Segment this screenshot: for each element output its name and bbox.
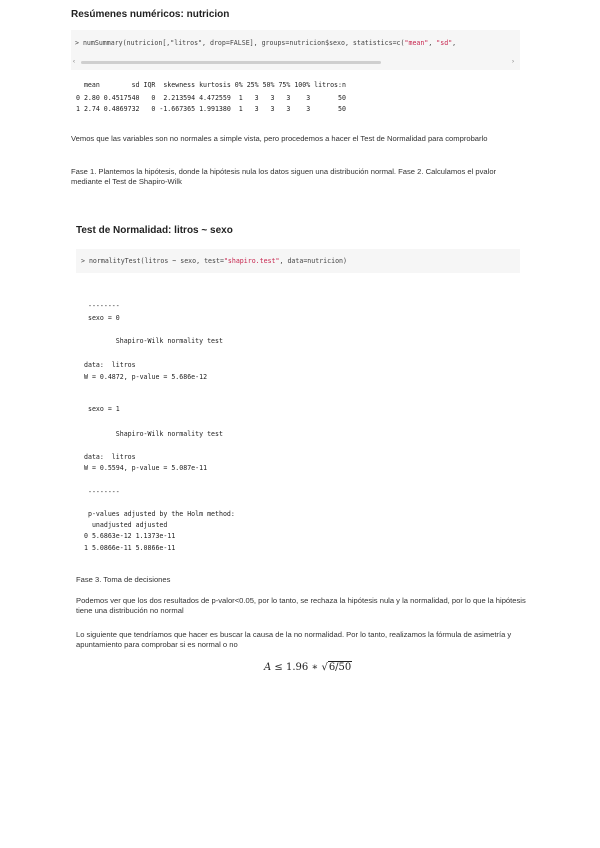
scrollbar-thumb[interactable] <box>81 61 381 64</box>
code-line-normality-test <box>81 258 347 265</box>
formula-radicand: 6/50 <box>328 662 352 673</box>
scroll-left-arrow-icon[interactable]: ‹ <box>73 59 75 65</box>
code-block-normality-test <box>76 249 520 273</box>
output-line: sexo = 1 <box>84 405 120 413</box>
output-line: data: litros <box>84 361 136 369</box>
code-text-suffix: , data=nutricion) <box>279 257 347 265</box>
code-text-end: , <box>452 39 457 47</box>
section-heading-normality-test: Test de Normalidad: litros ~ sexo <box>76 225 233 236</box>
output-line: W = 0.4872, p-value = 5.686e-12 <box>84 373 208 381</box>
skewness-formula <box>264 662 352 673</box>
output-line: -------- <box>84 488 120 496</box>
output-line: sexo = 0 <box>84 314 120 322</box>
code-text-prefix: > normalityTest(litros ~ sexo, test= <box>81 257 224 265</box>
code-string-shapiro: "shapiro.test" <box>223 257 280 265</box>
code-string-sd: "sd" <box>436 39 453 47</box>
formula-coefficient: 1.96 <box>286 662 309 673</box>
numsummary-table-row: 1 2.74 0.4869732 0 -1.667365 1.991380 1 3 3 3 3 50 <box>76 105 346 113</box>
formula-sqrt-icon: √ <box>321 662 328 673</box>
numsummary-table-row: 0 2.80 0.4517540 0 2.213594 4.472559 1 3 3 3 3 50 <box>76 94 346 102</box>
output-line: W = 0.5594, p-value = 5.087e-11 <box>84 464 208 472</box>
code-line-numsummary <box>75 40 456 47</box>
formula-lhs: A <box>264 662 272 673</box>
output-line: 1 5.0866e-11 5.0866e-11 <box>84 544 176 552</box>
numsummary-table-header: mean sd IQR skewness kurtosis 0% 25% 50% 75% 100% litros:n <box>76 81 346 89</box>
formula-operator: ≤ <box>274 662 283 673</box>
output-line: Shapiro-Wilk normality test <box>84 430 223 438</box>
paragraph-phase-3: Fase 3. Toma de decisiones <box>76 575 171 584</box>
formula-times: ∗ <box>311 662 319 673</box>
paragraph-next-steps: Lo siguiente que tendríamos que hacer es buscar la causa de la no normalidad. Por lo tanto, realizamos la fórmula de asimetría y apuntamiento para comprobar si es normal o no <box>76 630 512 649</box>
output-line: data: litros <box>84 453 136 461</box>
output-line: p-values adjusted by the Holm method: <box>84 510 235 518</box>
scroll-right-arrow-icon[interactable]: › <box>512 59 514 65</box>
normality-test-output <box>76 285 520 565</box>
section-heading-numeric-summary: Resúmenes numéricos: nutricion <box>71 9 230 20</box>
output-line: -------- <box>84 302 120 310</box>
paragraph-visual-check: Vemos que las variables son no normales a simple vista, pero procedemos a hacer el Test de Normalidad para comprobarlo <box>71 134 488 143</box>
code-string-mean: "mean" <box>404 39 429 47</box>
paragraph-pvalue-decision: Podemos ver que los dos resultados de p-valor<0.05, por lo tanto, se rechaza la hipótesis nula y la normalidad, por lo que la hipótesis tiene una distribución no normal <box>76 596 526 615</box>
paragraph-phase-1-2: Fase 1. Plantemos la hipótesis, donde la hipótesis nula los datos siguen una distribución normal. Fase 2. Calculamos el pvalor mediante el Test de Shapiro-Wilk <box>71 167 497 186</box>
output-line: unadjusted adjusted <box>84 521 168 529</box>
code-block-numsummary <box>71 30 520 70</box>
output-line: Shapiro-Wilk normality test <box>84 337 223 345</box>
output-line: 0 5.6863e-12 1.1373e-11 <box>84 532 176 540</box>
horizontal-scrollbar[interactable] <box>71 60 520 65</box>
code-text-separator: , <box>428 39 437 47</box>
code-text-prefix: > numSummary(nutricion[,"litros", drop=FALSE], groups=nutricion$sexo, statistics=c( <box>75 39 405 47</box>
